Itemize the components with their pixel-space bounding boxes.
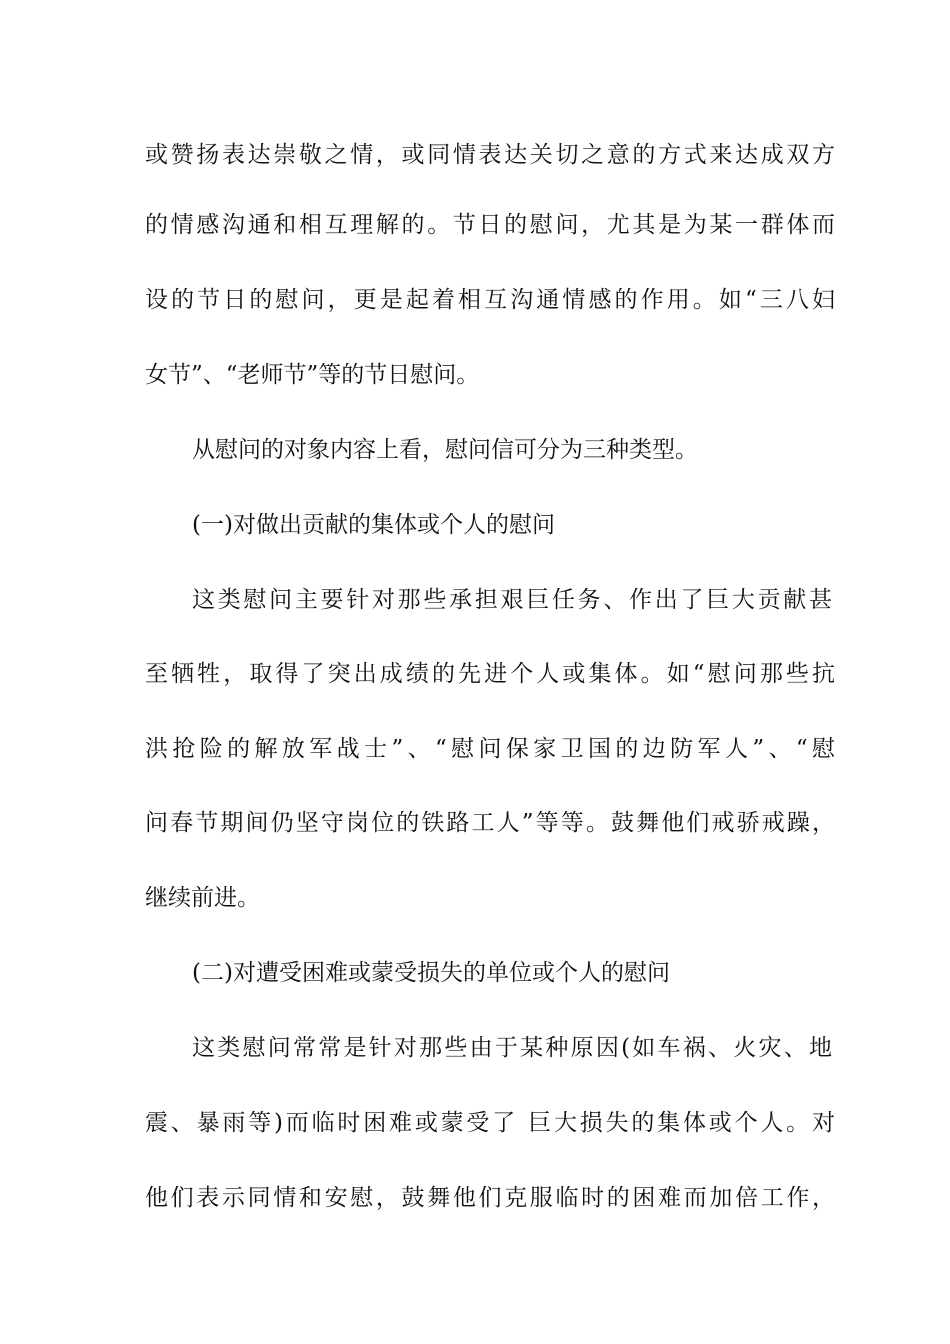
text-line: 震、暴雨等)而临时困难或蒙受了 巨大损失的集体或个人。对 — [145, 1110, 835, 1136]
paragraph-line: 这类慰问常常是针对那些由于某种原因(如车祸、火灾、地 — [192, 1035, 832, 1061]
section-heading: (二)对遭受困难或蒙受损失的单位或个人的慰问 — [192, 960, 670, 986]
text-line: 或赞扬表达崇敬之情，或同情表达关切之意的方式来达成双方 — [145, 142, 835, 168]
text-line: 继续前进。 — [145, 885, 260, 911]
text-line: 他们表示同情和安慰，鼓舞他们克服临时的困难而加倍工作， — [145, 1185, 835, 1211]
paragraph-line: 从慰问的对象内容上看，慰问信可分为三种类型。 — [192, 437, 698, 463]
section-heading: (一)对做出贡献的集体或个人的慰问 — [192, 512, 555, 538]
text-line: 至牺牲，取得了突出成绩的先进个人或集体。如“慰问那些抗 — [145, 661, 835, 687]
text-line: 的情感沟通和相互理解的。节日的慰问，尤其是为某一群体而 — [145, 212, 835, 238]
paragraph-line: 这类慰问主要针对那些承担艰巨任务、作出了巨大贡献甚 — [192, 587, 832, 613]
text-line: 设的节日的慰问，更是起着相互沟通情感的作用。如“三八妇 — [145, 287, 835, 313]
text-line: 女节”、“老师节”等的节日慰问。 — [145, 362, 480, 388]
text-line: 洪抢险的解放军战士”、“慰问保家卫国的边防军人”、“慰 — [145, 736, 835, 762]
text-line: 问春节期间仍坚守岗位的铁路工人”等等。鼓舞他们戒骄戒躁， — [145, 810, 835, 836]
